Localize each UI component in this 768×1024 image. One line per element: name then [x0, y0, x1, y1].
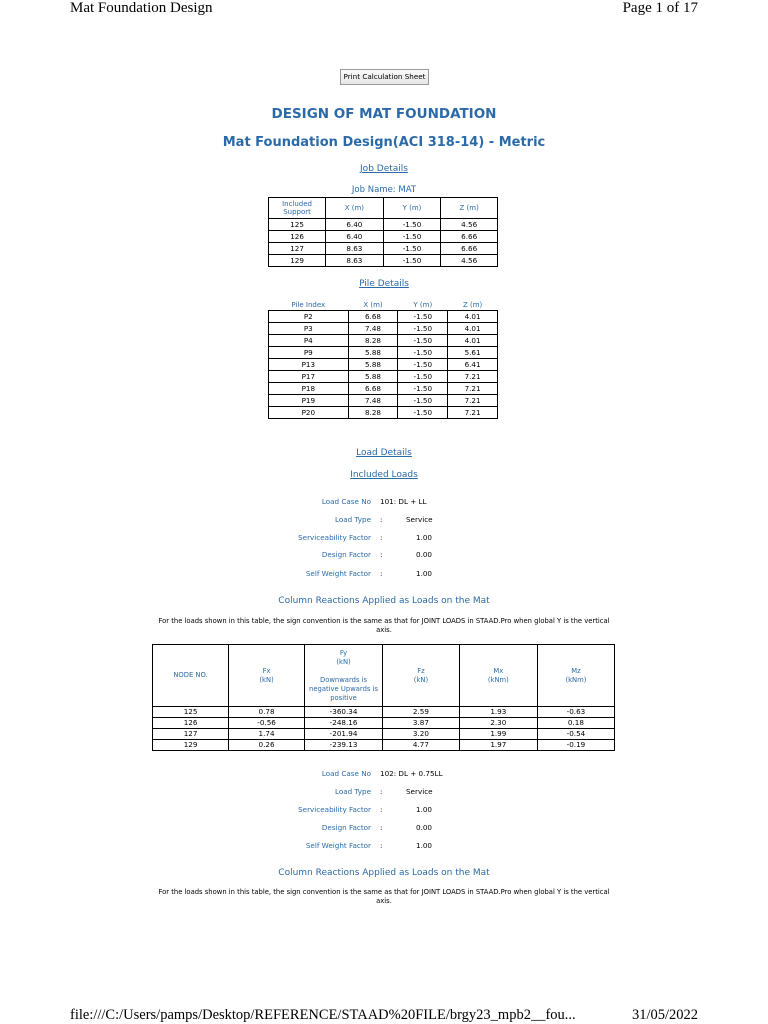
cell: 1.99	[459, 729, 537, 740]
cell: 3.87	[383, 718, 460, 729]
header-y: Y (m)	[383, 198, 441, 219]
cell: 8.28	[348, 407, 398, 419]
cell: 7.21	[448, 371, 498, 383]
label-self-weight-factor: Self Weight Factor	[305, 569, 371, 578]
cell: P17	[269, 371, 349, 383]
label-serviceability-factor: Serviceability Factor	[298, 805, 371, 814]
cell: -0.54	[537, 729, 614, 740]
table-header-row	[153, 645, 615, 707]
cell: 0.78	[229, 707, 305, 718]
cell: P4	[269, 335, 349, 347]
cell: 6.41	[448, 359, 498, 371]
cell: -1.50	[398, 407, 448, 419]
cell: P20	[269, 407, 349, 419]
cell: 4.77	[383, 740, 460, 751]
table-row	[153, 718, 615, 729]
cell: 3.20	[383, 729, 460, 740]
cell: P13	[269, 359, 349, 371]
label-design-factor: Design Factor	[321, 823, 371, 832]
serviceability-value: 1.00	[416, 805, 433, 814]
cell: 8.63	[326, 243, 384, 255]
serviceability-value: 1.00	[416, 533, 433, 542]
label-load-case-no: Load Case No	[321, 497, 371, 506]
header-z: Z (m)	[441, 198, 498, 219]
colon: :	[380, 805, 383, 814]
cell: -0.19	[537, 740, 614, 751]
colon: :	[380, 533, 383, 542]
label-serviceability-factor: Serviceability Factor	[298, 533, 371, 542]
cell: 6.66	[441, 231, 498, 243]
cell: 5.61	[448, 347, 498, 359]
cell: 7.21	[448, 383, 498, 395]
included-loads-heading: Included Loads	[350, 470, 418, 480]
cell: -239.13	[305, 740, 383, 751]
table-row	[269, 347, 498, 359]
job-name: Job Name: MAT	[351, 185, 417, 195]
cell: 4.56	[441, 219, 498, 231]
pile-table	[268, 299, 498, 419]
sign-convention-note: For the loads shown in this table, the sign convention is the same as that for JOINT LOADS in STAAD.Pro when global Y is the vertical axis.	[158, 888, 610, 905]
colon: :	[380, 515, 383, 524]
cell: 4.01	[448, 323, 498, 335]
cell: 125	[269, 219, 326, 231]
cell: 5.88	[348, 347, 398, 359]
table-row	[269, 371, 498, 383]
self-weight-value: 1.00	[416, 569, 433, 578]
load-case-no-value: 102: DL + 0.75LL	[380, 769, 443, 778]
table-row	[153, 729, 615, 740]
cell: 8.28	[348, 335, 398, 347]
header-mx: Mx (kNm)	[459, 645, 537, 707]
cell: 7.21	[448, 407, 498, 419]
design-factor-value: 0.00	[416, 550, 433, 559]
cell: 1.74	[229, 729, 305, 740]
header-fx: Fx (kN)	[229, 645, 305, 707]
header-node-no: NODE NO.	[153, 645, 229, 707]
colon: :	[380, 569, 383, 578]
cell: -0.63	[537, 707, 614, 718]
cell: -1.50	[383, 219, 441, 231]
column-reactions-heading: Column Reactions Applied as Loads on the Mat	[278, 868, 490, 878]
table-row	[269, 255, 498, 267]
cell: 2.59	[383, 707, 460, 718]
table-row	[269, 359, 498, 371]
cell: -1.50	[398, 359, 448, 371]
cell: P19	[269, 395, 349, 407]
cell: 4.01	[448, 311, 498, 323]
table-row	[269, 323, 498, 335]
cell: -1.50	[383, 243, 441, 255]
cell: 7.21	[448, 395, 498, 407]
cell: 4.56	[441, 255, 498, 267]
load-type-value: Service	[406, 515, 433, 524]
page-title: DESIGN OF MAT FOUNDATION	[271, 106, 497, 122]
pile-details-heading: Pile Details	[359, 279, 409, 289]
header-y: Y (m)	[413, 300, 433, 309]
table-row	[269, 243, 498, 255]
cell: 129	[269, 255, 326, 267]
cell: 6.68	[348, 311, 398, 323]
table-row	[269, 231, 498, 243]
cell: 0.18	[537, 718, 614, 729]
table-row	[269, 311, 498, 323]
cell: 126	[269, 231, 326, 243]
header-included-support: Included Support	[269, 198, 326, 219]
header-fz: Fz (kN)	[383, 645, 460, 707]
cell: -1.50	[383, 255, 441, 267]
cell: -1.50	[398, 311, 448, 323]
label-load-case-no: Load Case No	[321, 769, 371, 778]
page-number: Page 1 of 17	[622, 0, 698, 16]
cell: 6.68	[348, 383, 398, 395]
table-header-row	[269, 198, 498, 219]
cell: P3	[269, 323, 349, 335]
print-calculation-sheet-button[interactable]: Print Calculation Sheet	[340, 69, 429, 85]
header-pile-index: Pile Index	[291, 300, 326, 309]
colon: :	[380, 823, 383, 832]
colon: :	[380, 787, 383, 796]
load-details-heading: Load Details	[356, 448, 412, 458]
table-row	[269, 383, 498, 395]
cell: -0.56	[229, 718, 305, 729]
table-row	[153, 740, 615, 751]
cell: 126	[153, 718, 229, 729]
colon: :	[380, 550, 383, 559]
column-reactions-heading: Column Reactions Applied as Loads on the Mat	[278, 596, 490, 606]
cell: -1.50	[398, 335, 448, 347]
colon: :	[380, 841, 383, 850]
table-header-row	[269, 299, 498, 311]
cell: 6.40	[326, 219, 384, 231]
cell: 125	[153, 707, 229, 718]
cell: 127	[153, 729, 229, 740]
cell: P18	[269, 383, 349, 395]
table-row	[269, 407, 498, 419]
cell: 2.30	[459, 718, 537, 729]
cell: 4.01	[448, 335, 498, 347]
cell: 7.48	[348, 323, 398, 335]
load-type-value: Service	[406, 787, 433, 796]
table-row	[269, 395, 498, 407]
cell: 0.26	[229, 740, 305, 751]
cell: 129	[153, 740, 229, 751]
page-subtitle: Mat Foundation Design(ACI 318-14) - Metric	[222, 135, 546, 150]
footer-date: 31/05/2022	[631, 1007, 698, 1023]
cell: -1.50	[398, 323, 448, 335]
self-weight-value: 1.00	[416, 841, 433, 850]
design-factor-value: 0.00	[416, 823, 433, 832]
cell: -1.50	[383, 231, 441, 243]
job-table	[268, 197, 498, 267]
cell: 1.97	[459, 740, 537, 751]
header-title: Mat Foundation Design	[70, 0, 213, 16]
cell: -360.34	[305, 707, 383, 718]
cell: 5.88	[348, 371, 398, 383]
sign-convention-note: For the loads shown in this table, the sign convention is the same as that for JOINT LOADS in STAAD.Pro when global Y is the vertical axis.	[158, 617, 610, 634]
table-row	[269, 335, 498, 347]
cell: 5.88	[348, 359, 398, 371]
label-self-weight-factor: Self Weight Factor	[305, 841, 371, 850]
cell: 1.93	[459, 707, 537, 718]
table-row	[269, 219, 498, 231]
table-row	[153, 707, 615, 718]
cell: -1.50	[398, 371, 448, 383]
header-x: X (m)	[326, 198, 384, 219]
footer-url: file:///C:/Users/pamps/Desktop/REFERENCE/STAAD%20FILE/brgy23_mpb2__fou...	[70, 1007, 576, 1023]
cell: -1.50	[398, 347, 448, 359]
cell: 6.66	[441, 243, 498, 255]
cell: -248.16	[305, 718, 383, 729]
cell: -201.94	[305, 729, 383, 740]
header-z: Z (m)	[462, 300, 483, 309]
cell: 7.48	[348, 395, 398, 407]
load-case-no-value: 101: DL + LL	[380, 497, 427, 506]
cell: -1.50	[398, 383, 448, 395]
header-fy: Fy (kN) Downwards is negative Upwards is positive	[305, 645, 383, 707]
cell: 127	[269, 243, 326, 255]
job-details-heading: Job Details	[360, 164, 408, 174]
cell: 6.40	[326, 231, 384, 243]
label-load-type: Load Type	[334, 515, 371, 524]
cell: 8.63	[326, 255, 384, 267]
label-design-factor: Design Factor	[321, 550, 371, 559]
header-x: X (m)	[363, 300, 383, 309]
reactions-table	[152, 644, 615, 751]
cell: -1.50	[398, 395, 448, 407]
label-load-type: Load Type	[334, 787, 371, 796]
cell: P9	[269, 347, 349, 359]
header-mz: Mz (kNm)	[537, 645, 614, 707]
cell: P2	[269, 311, 349, 323]
